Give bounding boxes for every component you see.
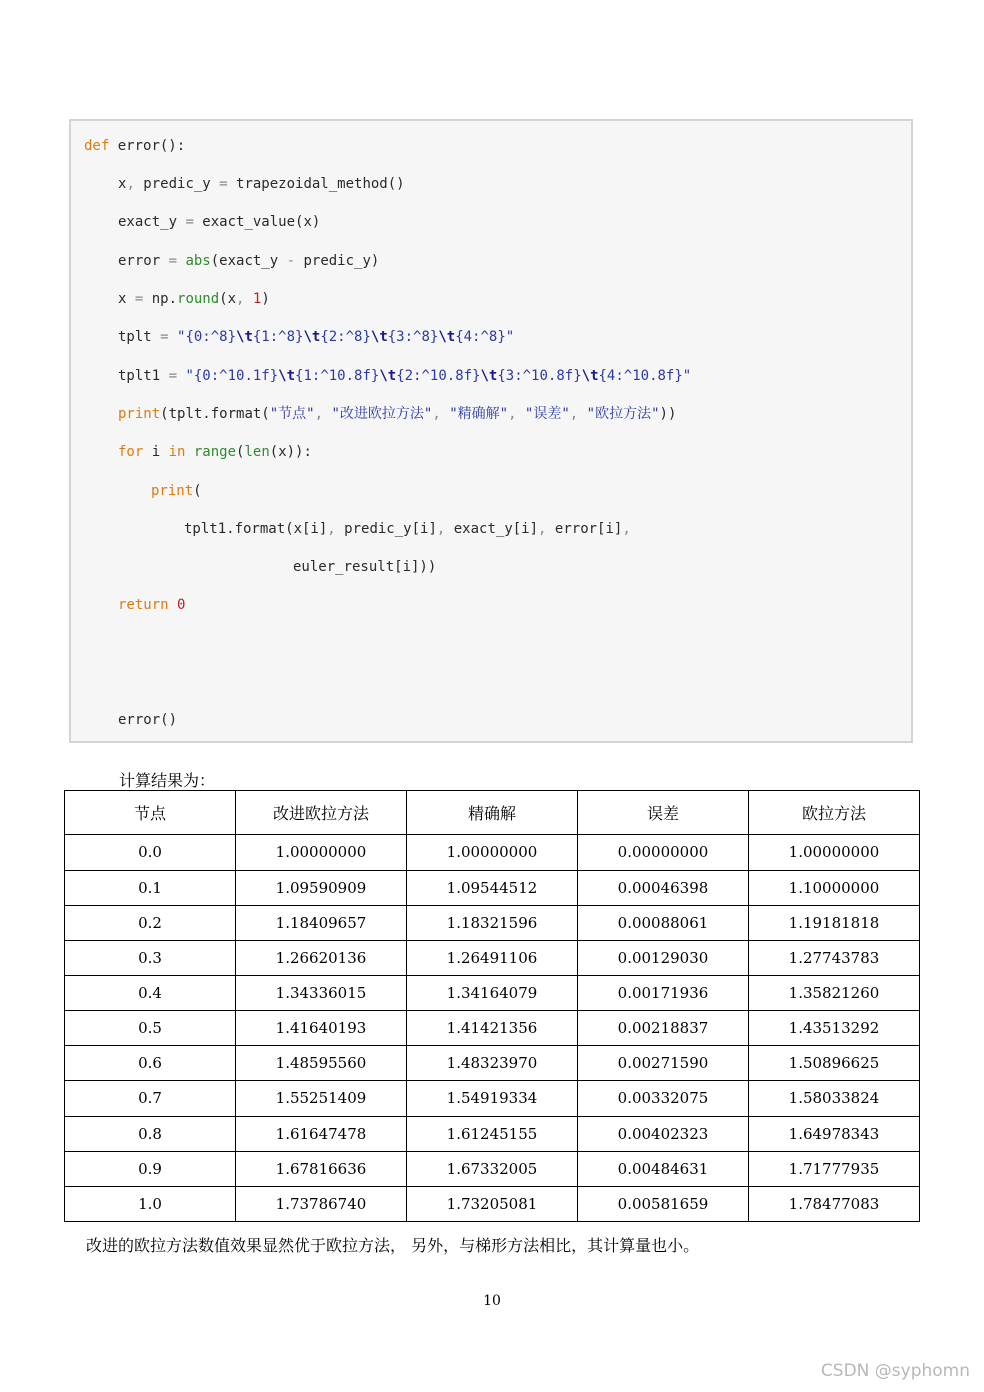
table-cell: 0.8 — [65, 1116, 236, 1151]
code-token: "改进欧拉方法" — [323, 406, 433, 422]
result-label: 计算结果为： — [119, 771, 216, 790]
code-token: - — [278, 253, 296, 269]
table-cell: 1.34336015 — [236, 975, 407, 1010]
code-line-11 — [184, 520, 631, 538]
code-token: \t — [581, 368, 599, 384]
table-cell: 0.0 — [65, 835, 236, 870]
table-cell: 0.3 — [65, 940, 236, 975]
code-token: abs — [177, 253, 211, 269]
table-cell: 1.26491106 — [407, 940, 578, 975]
table-cell: 1.00000000 — [236, 835, 407, 870]
table-cell: 0.1 — [65, 870, 236, 905]
code-token: \t — [438, 329, 456, 345]
table-cell: 1.00000000 — [407, 835, 578, 870]
table-cell: 1.73205081 — [407, 1186, 578, 1221]
table-row — [65, 835, 920, 870]
code-token: euler_result[i])) — [293, 559, 437, 575]
table-header-row — [65, 791, 920, 835]
code-token: , — [432, 406, 441, 422]
code-token: " — [177, 368, 194, 384]
table-cell: 1.67816636 — [236, 1151, 407, 1186]
code-token: = — [126, 291, 144, 307]
table-cell: 0.00332075 — [578, 1081, 749, 1116]
code-token: \t — [303, 329, 321, 345]
code-token: "精确解" — [440, 406, 509, 422]
table-cell: 0.00171936 — [578, 975, 749, 1010]
code-token: range — [185, 444, 237, 460]
code-token: {0:^10.1f} — [193, 368, 279, 384]
table-cell: 0.5 — [65, 1011, 236, 1046]
code-token: {4:^10.8f} — [598, 368, 683, 384]
table-cell: 0.9 — [65, 1151, 236, 1186]
code-token: , — [569, 406, 579, 422]
code-token: , — [622, 521, 631, 537]
code-token: = — [160, 368, 178, 384]
code-token: {3:^10.8f} — [497, 368, 582, 384]
column-header: 改进欧拉方法 — [236, 791, 407, 835]
table-cell: 0.7 — [65, 1081, 236, 1116]
code-token: , — [538, 521, 547, 537]
table-row — [65, 975, 920, 1010]
table-cell: 0.00271590 — [578, 1046, 749, 1081]
column-header: 节点 — [65, 791, 236, 835]
code-token: x — [118, 176, 127, 192]
code-token: , — [314, 406, 324, 422]
table-cell: 1.26620136 — [236, 940, 407, 975]
code-token: ( — [236, 444, 245, 460]
code-token: = — [210, 176, 228, 192]
code-token: , — [508, 406, 517, 422]
code-token: tplt1 — [118, 368, 161, 384]
table-row — [65, 940, 920, 975]
code-token: 1 — [244, 291, 262, 307]
code-token: \t — [236, 329, 253, 345]
code-token: {0:^8} — [185, 329, 237, 345]
code-token: " — [682, 368, 692, 384]
conclusion-text: 改进的欧拉方法数值效果显然优于欧拉方法， 另外，与梯形方法相比，其计算量也小。 — [86, 1236, 700, 1255]
code-token: error[i] — [546, 521, 623, 537]
table-cell: 1.0 — [65, 1186, 236, 1221]
table-cell: 1.55251409 — [236, 1081, 407, 1116]
table-cell: 0.00484631 — [578, 1151, 749, 1186]
table-row — [65, 1046, 920, 1081]
code-token: {3:^8} — [387, 329, 439, 345]
code-token: (x — [219, 291, 237, 307]
code-line-4 — [118, 252, 379, 270]
code-token: x — [118, 291, 127, 307]
column-header: 误差 — [578, 791, 749, 835]
code-token: ) — [261, 291, 270, 307]
code-token: trapezoidal_method() — [227, 176, 405, 192]
table-cell: 1.61647478 — [236, 1116, 407, 1151]
table-row — [65, 1011, 920, 1046]
table-cell: 1.19181818 — [749, 905, 920, 940]
table-cell: 1.48595560 — [236, 1046, 407, 1081]
table-cell: 1.18321596 — [407, 905, 578, 940]
results-table — [64, 790, 920, 1222]
code-token: "节点" — [269, 406, 315, 422]
table-row — [65, 1116, 920, 1151]
code-line-6 — [118, 328, 514, 346]
code-token: for — [118, 444, 144, 460]
code-token: predic_y — [134, 176, 211, 192]
code-block — [69, 119, 913, 743]
code-line-8 — [118, 405, 676, 423]
code-token: def — [84, 138, 110, 154]
table-cell: 0.2 — [65, 905, 236, 940]
code-token: {2:^8} — [320, 329, 371, 345]
code-line-5 — [118, 290, 270, 308]
code-token: (exact_y — [210, 253, 279, 269]
table-cell: 1.43513292 — [749, 1011, 920, 1046]
code-line-3 — [118, 213, 320, 231]
code-token: \t — [370, 329, 388, 345]
table-cell: 0.00000000 — [578, 835, 749, 870]
code-token: exact_value(x) — [193, 214, 321, 230]
table-cell: 1.00000000 — [749, 835, 920, 870]
table-cell: 1.10000000 — [749, 870, 920, 905]
code-token: tplt — [118, 329, 152, 345]
column-header: 欧拉方法 — [749, 791, 920, 835]
code-token: predic_y[i] — [335, 521, 437, 537]
code-token: " — [505, 329, 515, 345]
code-token: exact_y — [118, 214, 178, 230]
code-token: i — [143, 444, 169, 460]
table-cell: 1.78477083 — [749, 1186, 920, 1221]
code-token: tplt1.format(x[i] — [184, 521, 328, 537]
table-cell: 0.00046398 — [578, 870, 749, 905]
code-token: {2:^10.8f} — [396, 368, 481, 384]
code-token: in — [168, 444, 186, 460]
code-token: = — [160, 253, 178, 269]
table-cell: 1.58033824 — [749, 1081, 920, 1116]
table-cell: 0.6 — [65, 1046, 236, 1081]
code-token: ( — [193, 483, 202, 499]
table-cell: 1.73786740 — [236, 1186, 407, 1221]
code-line-7 — [118, 367, 691, 385]
code-token: "欧拉方法" — [578, 406, 660, 422]
code-token: \t — [379, 368, 397, 384]
table-row — [65, 1081, 920, 1116]
column-header: 精确解 — [407, 791, 578, 835]
code-token: {4:^8} — [455, 329, 506, 345]
table-row — [65, 1186, 920, 1221]
code-token: )) — [659, 406, 677, 422]
table-cell: 1.54919334 — [407, 1081, 578, 1116]
code-token: {1:^10.8f} — [295, 368, 380, 384]
code-token: print — [118, 406, 161, 422]
table-cell: 1.41421356 — [407, 1011, 578, 1046]
code-line-1 — [84, 137, 185, 155]
table-cell: 1.34164079 — [407, 975, 578, 1010]
table-cell: 0.00581659 — [578, 1186, 749, 1221]
code-token: , — [126, 176, 135, 192]
code-token: \t — [480, 368, 498, 384]
code-line-13 — [118, 596, 185, 614]
table-row — [65, 1151, 920, 1186]
table-cell: 1.64978343 — [749, 1116, 920, 1151]
page-number: 10 — [483, 1293, 501, 1309]
code-token: exact_y[i] — [445, 521, 539, 537]
code-token: len — [244, 444, 270, 460]
table-cell: 1.41640193 — [236, 1011, 407, 1046]
code-token: = — [177, 214, 194, 230]
code-token: (tplt.format( — [160, 406, 270, 422]
table-cell: 1.61245155 — [407, 1116, 578, 1151]
code-token: = — [151, 329, 169, 345]
table-cell: 0.00218837 — [578, 1011, 749, 1046]
code-token: round — [177, 291, 220, 307]
code-token: error() — [118, 712, 178, 728]
table-cell: 1.48323970 — [407, 1046, 578, 1081]
code-token: \t — [278, 368, 296, 384]
code-line-12 — [293, 558, 436, 576]
code-token: error(): — [109, 138, 186, 154]
code-token: np. — [143, 291, 178, 307]
code-token: "误差" — [516, 406, 570, 422]
table-row — [65, 905, 920, 940]
table-cell: 1.67332005 — [407, 1151, 578, 1186]
table-cell: 0.00129030 — [578, 940, 749, 975]
table-row — [65, 870, 920, 905]
table-cell: 0.00088061 — [578, 905, 749, 940]
code-token: , — [236, 291, 245, 307]
code-line-9 — [118, 443, 312, 461]
table-cell: 1.09590909 — [236, 870, 407, 905]
table-cell: 0.00402323 — [578, 1116, 749, 1151]
code-token: , — [327, 521, 336, 537]
code-token: error — [118, 253, 161, 269]
code-line-10 — [151, 482, 202, 500]
code-token: , — [436, 521, 446, 537]
table-cell: 1.50896625 — [749, 1046, 920, 1081]
table-cell: 1.18409657 — [236, 905, 407, 940]
code-line-2 — [118, 175, 405, 193]
code-token: predic_y) — [295, 253, 380, 269]
table-cell: 0.4 — [65, 975, 236, 1010]
table-cell: 1.35821260 — [749, 975, 920, 1010]
code-token: " — [168, 329, 186, 345]
watermark: CSDN @syphomn — [820, 1361, 970, 1381]
code-token: return — [118, 597, 169, 613]
code-token: (x)): — [269, 444, 312, 460]
code-line-14 — [118, 711, 177, 729]
code-token: 0 — [168, 597, 186, 613]
table-cell: 1.09544512 — [407, 870, 578, 905]
table-cell: 1.27743783 — [749, 940, 920, 975]
code-token: print — [151, 483, 194, 499]
table-cell: 1.71777935 — [749, 1151, 920, 1186]
code-token: {1:^8} — [252, 329, 304, 345]
